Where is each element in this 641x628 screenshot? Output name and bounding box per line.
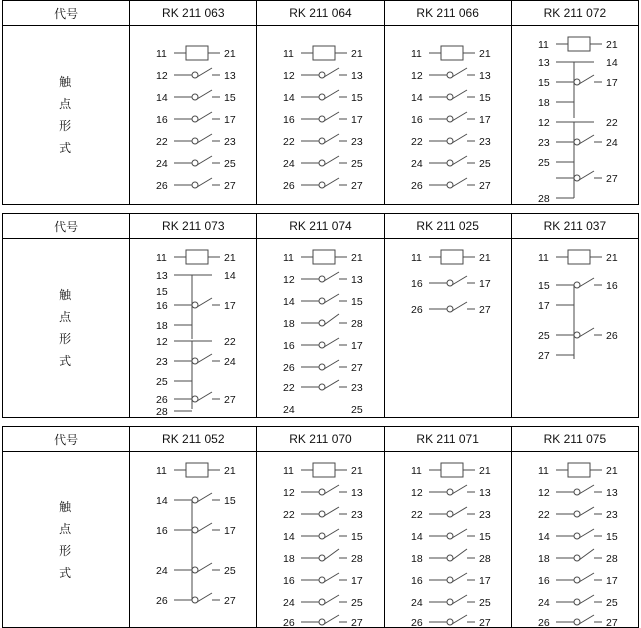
terminal-label: 26 — [156, 180, 168, 192]
terminal-label: 18 — [283, 318, 296, 330]
terminal-label: 15 — [537, 280, 550, 292]
header-code-cell: RK 211 063 — [130, 1, 257, 26]
terminal-label: 11 — [410, 252, 422, 264]
terminal-label: 13 — [351, 487, 364, 499]
terminal-label: 21 — [351, 48, 364, 60]
diagram-cell-rk211072 — [511, 26, 638, 205]
row-label-char: 形 — [59, 119, 74, 133]
terminal-label: 15 — [351, 296, 364, 308]
row-label-char: 点 — [59, 521, 74, 536]
terminal-label: 25 — [351, 158, 364, 170]
terminal-label: 11 — [537, 465, 549, 477]
changeover-diagram — [512, 239, 641, 417]
terminal-label: 12 — [156, 336, 168, 348]
terminal-label: 11 — [283, 465, 295, 477]
terminal-label: 23 — [224, 136, 236, 148]
terminal-label: 12 — [283, 274, 296, 286]
terminal-label: 13 — [156, 270, 168, 282]
terminal-label: 22 — [537, 509, 550, 521]
terminal-label: 15 — [224, 495, 236, 507]
terminal-label: 26 — [537, 617, 550, 627]
terminal-label: 26 — [283, 617, 296, 627]
terminal-label: 17 — [478, 278, 491, 290]
terminal-label: 15 — [351, 92, 364, 104]
terminal-label: 26 — [156, 595, 168, 607]
terminal-label: 22 — [224, 336, 236, 348]
contact-diagram — [257, 239, 392, 417]
row-label-char: 点 — [59, 310, 74, 324]
terminal-label: 27 — [537, 350, 550, 362]
terminal-label: 21 — [478, 465, 491, 477]
terminal-label: 16 — [410, 114, 423, 126]
terminal-label: 23 — [478, 509, 491, 521]
terminal-label: 17 — [351, 114, 364, 126]
terminal-label: 14 — [156, 92, 168, 104]
contact-diagram — [257, 452, 392, 627]
terminal-label: 12 — [410, 487, 423, 499]
terminal-label: 27 — [224, 595, 236, 607]
terminal-label: 23 — [351, 382, 364, 394]
row-label-char: 触 — [59, 499, 74, 514]
terminal-label: 14 — [283, 296, 296, 308]
diagram-row — [3, 239, 639, 418]
terminal-label: 24 — [605, 137, 618, 149]
terminal-label: 17 — [224, 525, 236, 537]
terminal-label: 15 — [478, 531, 491, 543]
row-label-char: 式 — [59, 354, 74, 368]
terminal-label: 13 — [478, 487, 491, 499]
contact-table-block-2 — [2, 213, 639, 418]
terminal-label: 24 — [283, 158, 296, 170]
terminal-label: 25 — [351, 597, 364, 609]
terminal-label: 16 — [410, 575, 423, 587]
header-code-cell: RK 211 037 — [511, 214, 638, 239]
terminal-label: 23 — [351, 509, 364, 521]
terminal-label: 24 — [410, 597, 423, 609]
header-code-cell: RK 211 075 — [511, 427, 638, 452]
terminal-label: 22 — [410, 136, 423, 148]
header-code-cell: RK 211 064 — [257, 1, 384, 26]
terminal-label: 22 — [283, 136, 296, 148]
changeover-diagram — [130, 239, 265, 417]
terminal-label: 24 — [156, 565, 168, 577]
row-label-char: 点 — [59, 97, 74, 111]
header-row — [3, 427, 639, 452]
contact-diagram — [257, 35, 392, 195]
diagram-cell-rk211073 — [130, 239, 257, 418]
header-code-cell: RK 211 071 — [384, 427, 511, 452]
terminal-label: 17 — [478, 575, 491, 587]
contact-table-block-3 — [2, 426, 639, 628]
terminal-label: 26 — [410, 617, 423, 627]
terminal-label: 21 — [478, 48, 491, 60]
terminal-label: 23 — [156, 356, 168, 368]
header-row — [3, 214, 639, 239]
header-label-cell: 代号 — [3, 427, 130, 452]
terminal-label: 13 — [351, 274, 364, 286]
terminal-label: 26 — [410, 304, 423, 316]
terminal-label: 15 — [351, 531, 364, 543]
diagram-cell-rk211037 — [511, 239, 638, 418]
terminal-label: 16 — [410, 278, 423, 290]
terminal-label: 18 — [156, 320, 168, 332]
terminal-label: 13 — [224, 70, 236, 82]
contact-diagram — [385, 35, 520, 195]
contact-diagram — [130, 35, 265, 195]
header-label-cell: 代号 — [3, 1, 130, 26]
terminal-label: 12 — [410, 70, 423, 82]
terminal-label: 17 — [351, 340, 364, 352]
terminal-label: 11 — [156, 465, 168, 477]
terminal-label: 24 — [410, 158, 423, 170]
terminal-label: 26 — [156, 394, 168, 406]
terminal-label: 17 — [224, 300, 236, 312]
row-label-contact-form — [3, 26, 130, 205]
header-code-cell: RK 211 072 — [511, 1, 638, 26]
terminal-label: 11 — [410, 48, 422, 60]
row-label-char: 式 — [59, 565, 74, 580]
terminal-label: 22 — [410, 509, 423, 521]
header-code-cell: RK 211 074 — [257, 214, 384, 239]
terminal-label: 17 — [605, 77, 618, 89]
terminal-label: 11 — [156, 252, 168, 264]
diagram-cell-rk211074 — [257, 239, 384, 418]
terminal-label: 14 — [605, 57, 618, 69]
terminal-label: 11 — [537, 39, 549, 51]
terminal-label: 14 — [410, 92, 423, 104]
terminal-label: 18 — [537, 97, 550, 109]
row-label-char: 触 — [59, 75, 74, 89]
terminal-label: 21 — [605, 465, 618, 477]
terminal-label: 16 — [283, 575, 296, 587]
row-label-char: 式 — [59, 141, 74, 155]
row-label-char: 触 — [59, 288, 74, 302]
header-code-cell: RK 211 025 — [384, 214, 511, 239]
terminal-label: 22 — [605, 117, 618, 129]
terminal-label: 25 — [224, 158, 236, 170]
header-code-cell: RK 211 070 — [257, 427, 384, 452]
terminal-label: 27 — [351, 362, 364, 374]
block-spacer — [0, 418, 641, 426]
terminal-label: 27 — [351, 617, 364, 627]
diagram-cell-rk211066 — [384, 26, 511, 205]
diagram-cell-rk211063 — [130, 26, 257, 205]
terminal-label: 11 — [283, 48, 295, 60]
diagram-cell-rk211025 — [384, 239, 511, 418]
terminal-label: 15 — [605, 531, 618, 543]
terminal-label: 25 — [351, 404, 364, 416]
terminal-label: 18 — [283, 553, 296, 565]
terminal-label: 24 — [283, 404, 296, 416]
contact-diagram — [512, 452, 641, 627]
terminal-label: 14 — [410, 531, 423, 543]
terminal-label: 15 — [156, 286, 168, 298]
terminal-label: 27 — [478, 304, 491, 316]
terminal-label: 16 — [283, 114, 296, 126]
terminal-label: 24 — [283, 597, 296, 609]
contact-diagram — [385, 239, 520, 417]
terminal-label: 25 — [478, 597, 491, 609]
terminal-label: 24 — [537, 597, 550, 609]
terminal-label: 12 — [537, 117, 550, 129]
terminal-label: 12 — [283, 70, 296, 82]
terminal-label: 12 — [156, 70, 168, 82]
terminal-label: 13 — [351, 70, 364, 82]
terminal-label: 22 — [283, 382, 296, 394]
terminal-label: 28 — [605, 553, 618, 565]
terminal-label: 21 — [224, 48, 236, 60]
terminal-label: 16 — [537, 575, 550, 587]
terminal-label: 27 — [478, 617, 491, 627]
terminal-label: 25 — [478, 158, 491, 170]
terminal-label: 14 — [224, 270, 236, 282]
terminal-label: 26 — [283, 180, 296, 192]
terminal-label: 27 — [224, 394, 236, 406]
terminal-label: 28 — [478, 553, 491, 565]
terminal-label: 13 — [605, 487, 618, 499]
terminal-label: 26 — [283, 362, 296, 374]
terminal-label: 13 — [537, 57, 550, 69]
header-code-cell: RK 211 052 — [130, 427, 257, 452]
terminal-label: 15 — [478, 92, 491, 104]
terminal-label: 25 — [605, 597, 618, 609]
terminal-label: 12 — [537, 487, 550, 499]
diagram-cell-rk211064 — [257, 26, 384, 205]
header-code-cell: RK 211 073 — [130, 214, 257, 239]
terminal-label: 21 — [605, 252, 618, 264]
changeover-diagram — [512, 26, 641, 204]
diagram-cell-rk211071 — [384, 452, 511, 628]
header-label-cell: 代号 — [3, 214, 130, 239]
terminal-label: 11 — [156, 48, 168, 60]
terminal-label: 25 — [537, 330, 550, 342]
terminal-label: 28 — [351, 553, 364, 565]
terminal-label: 14 — [283, 531, 296, 543]
terminal-label: 11 — [410, 465, 422, 477]
terminal-label: 25 — [156, 376, 168, 388]
diagram-cell-rk211070 — [257, 452, 384, 628]
row-label-char: 形 — [59, 332, 74, 346]
terminal-label: 23 — [605, 509, 618, 521]
terminal-label: 17 — [224, 114, 236, 126]
terminal-label: 27 — [224, 180, 236, 192]
terminal-label: 14 — [156, 495, 168, 507]
terminal-label: 13 — [478, 70, 491, 82]
terminal-label: 28 — [156, 406, 168, 417]
terminal-label: 27 — [478, 180, 491, 192]
header-row — [3, 1, 639, 26]
terminal-label: 15 — [224, 92, 236, 104]
terminal-label: 22 — [156, 136, 168, 148]
terminal-label: 17 — [351, 575, 364, 587]
terminal-label: 23 — [537, 137, 550, 149]
terminal-label: 17 — [478, 114, 491, 126]
terminal-label: 21 — [605, 39, 618, 51]
diagram-cell-rk211075 — [511, 452, 638, 628]
block-spacer — [0, 205, 641, 213]
row-label-contact-form — [3, 239, 130, 418]
diagram-cell-rk211052 — [130, 452, 257, 628]
row-label-contact-form — [3, 452, 130, 628]
terminal-label: 16 — [156, 525, 168, 537]
terminal-label: 22 — [283, 509, 296, 521]
terminal-label: 24 — [156, 158, 168, 170]
terminal-label: 21 — [224, 465, 236, 477]
terminal-label: 16 — [156, 114, 168, 126]
terminal-label: 23 — [351, 136, 364, 148]
terminal-label: 28 — [537, 193, 550, 204]
terminal-label: 27 — [605, 173, 618, 185]
terminal-label: 21 — [478, 252, 491, 264]
terminal-label: 21 — [224, 252, 236, 264]
terminal-label: 17 — [605, 575, 618, 587]
terminal-label: 14 — [537, 531, 550, 543]
terminal-label: 26 — [410, 180, 423, 192]
terminal-label: 28 — [351, 318, 364, 330]
terminal-label: 18 — [410, 553, 423, 565]
terminal-label: 25 — [224, 565, 236, 577]
terminal-label: 12 — [283, 487, 296, 499]
terminal-label: 16 — [605, 280, 618, 292]
terminal-label: 23 — [478, 136, 491, 148]
terminal-label: 27 — [605, 617, 618, 627]
contact-table-block-1 — [2, 0, 639, 205]
terminal-label: 11 — [537, 252, 549, 264]
terminal-label: 25 — [537, 157, 550, 169]
terminal-label: 17 — [537, 300, 550, 312]
row-label-char: 形 — [59, 543, 74, 558]
terminal-label: 15 — [537, 77, 550, 89]
terminal-label: 26 — [605, 330, 618, 342]
diagram-row — [3, 452, 639, 628]
diagram-row — [3, 26, 639, 205]
terminal-label: 21 — [351, 465, 364, 477]
terminal-label: 21 — [351, 252, 364, 264]
terminal-label: 14 — [283, 92, 296, 104]
terminal-label: 18 — [537, 553, 550, 565]
header-code-cell: RK 211 066 — [384, 1, 511, 26]
terminal-label: 16 — [156, 300, 168, 312]
contact-diagram — [385, 452, 520, 627]
common-bus-diagram — [130, 452, 265, 627]
terminal-label: 11 — [283, 252, 295, 264]
terminal-label: 24 — [224, 356, 236, 368]
terminal-label: 27 — [351, 180, 364, 192]
terminal-label: 16 — [283, 340, 296, 352]
